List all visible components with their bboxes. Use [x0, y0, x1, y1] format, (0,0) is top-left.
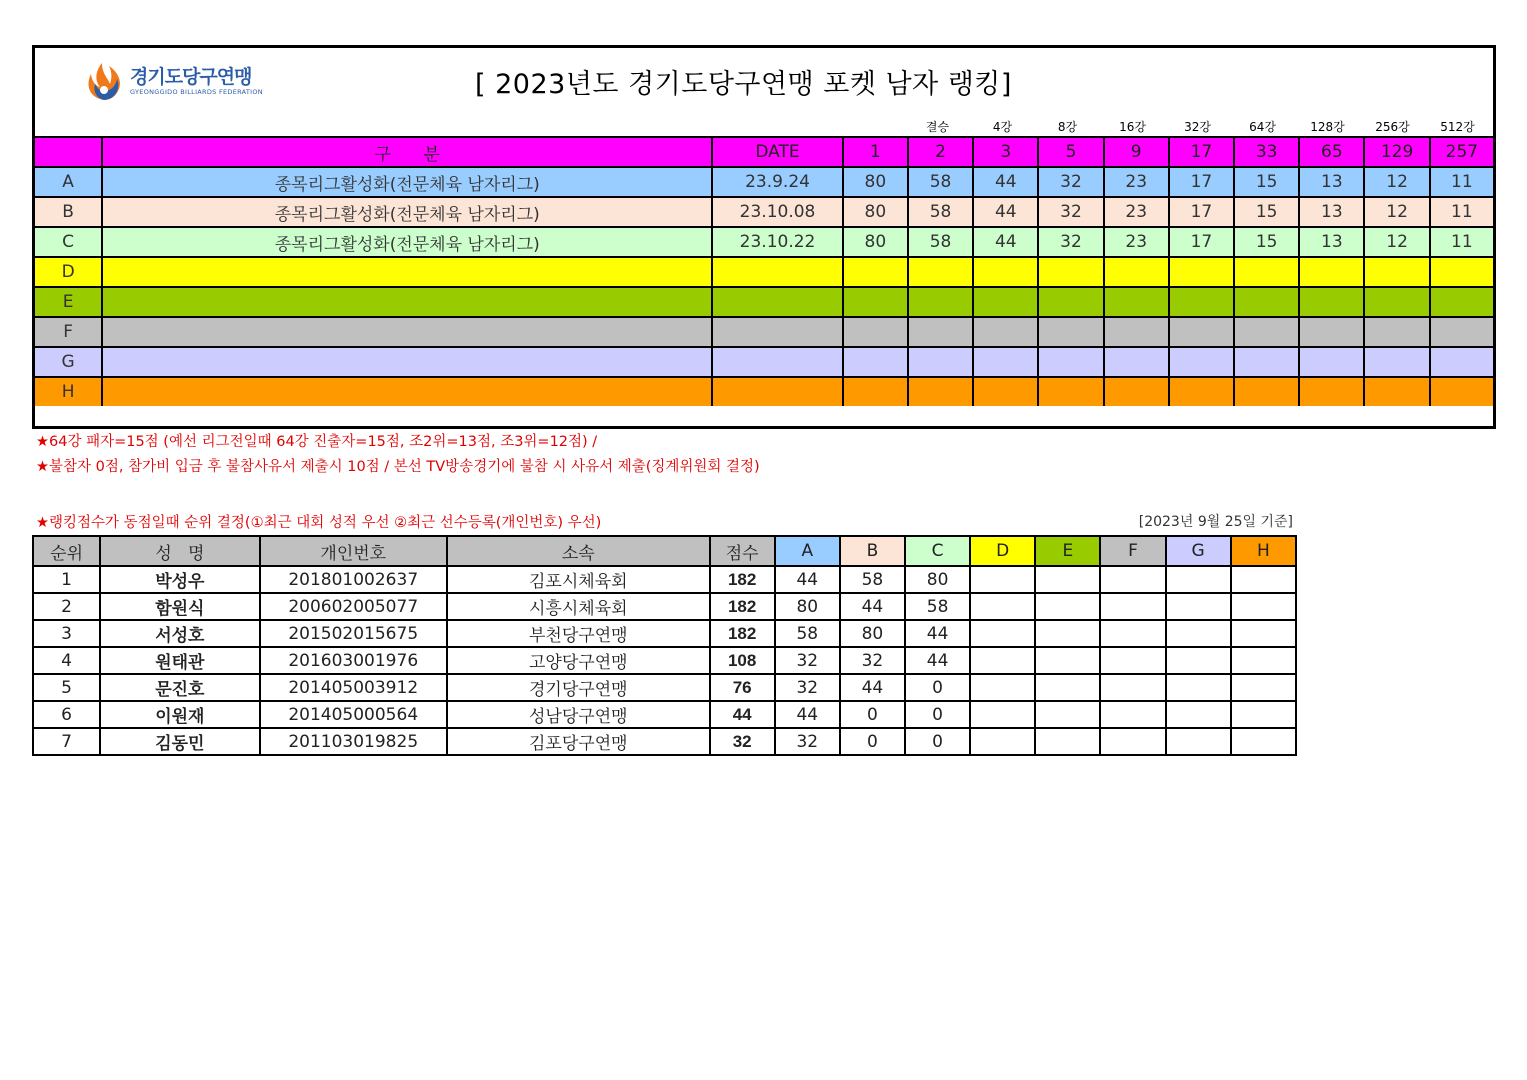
total-score-cell: 182	[710, 593, 775, 620]
total-score-cell: 44	[710, 701, 775, 728]
event-points-cell	[1430, 287, 1493, 317]
event-points-cell: 13	[1299, 197, 1364, 227]
points-row	[35, 347, 1493, 377]
player-name-cell: 이원재	[100, 701, 259, 728]
header-place-cell: 2	[908, 137, 973, 167]
event-code-cell: E	[35, 287, 102, 317]
event-score-cell	[1166, 701, 1231, 728]
event-score-cell: 44	[905, 620, 970, 647]
event-points-cell: 17	[1169, 197, 1234, 227]
event-score-cell	[1100, 620, 1165, 647]
event-date-cell: 23.9.24	[712, 167, 842, 197]
event-score-cell	[1166, 620, 1231, 647]
event-points-cell	[1299, 377, 1364, 406]
rank-cell: 1	[33, 566, 100, 593]
player-name-cell: 서성호	[100, 620, 259, 647]
event-score-cell: 44	[775, 566, 840, 593]
event-points-cell	[1169, 317, 1234, 347]
event-score-cell	[1035, 647, 1100, 674]
logo-name-en: GYEONGGIDO BILLIARDS FEDERATION	[130, 88, 263, 96]
event-category-cell	[102, 347, 712, 377]
event-points-cell	[1169, 347, 1234, 377]
event-score-cell	[1035, 674, 1100, 701]
rank-cell: 4	[33, 647, 100, 674]
event-points-cell	[1364, 287, 1429, 317]
event-points-cell: 80	[843, 197, 908, 227]
points-panel	[32, 45, 1496, 429]
player-name-cell: 박성우	[100, 566, 259, 593]
points-row	[35, 227, 1493, 257]
event-score-cell	[1100, 647, 1165, 674]
event-category-cell: 종목리그활성화(전문체육 남자리그)	[102, 197, 712, 227]
header-club-cell: 소속	[447, 536, 710, 566]
rank-cell: 5	[33, 674, 100, 701]
event-code-cell: G	[35, 347, 102, 377]
event-points-cell	[908, 377, 973, 406]
player-name-cell: 원태관	[100, 647, 259, 674]
header-place-cell: 129	[1364, 137, 1429, 167]
points-row	[35, 317, 1493, 347]
round-label: 8강	[1057, 120, 1078, 134]
header-place-cell: 257	[1430, 137, 1493, 167]
event-points-cell: 44	[973, 167, 1038, 197]
event-score-cell	[1035, 566, 1100, 593]
header-event-cell: C	[905, 536, 970, 566]
player-name-cell: 김동민	[100, 728, 259, 755]
event-points-cell: 13	[1299, 167, 1364, 197]
event-score-cell: 32	[775, 728, 840, 755]
header-event-cell: H	[1231, 536, 1296, 566]
round-label: 256강	[1375, 120, 1410, 134]
event-code-cell: F	[35, 317, 102, 347]
event-points-cell	[843, 257, 908, 287]
player-club-cell: 성남당구연맹	[447, 701, 710, 728]
points-row	[35, 197, 1493, 227]
page-title: [ 2023년도 경기도당구연맹 포켓 남자 랭킹]	[475, 69, 1012, 100]
note-absence-points: ★불참자 0점, 참가비 입금 후 불참사유서 제출시 10점 / 본선 TV방송경기에 불참 시 사유서 제출(징계위원회 결정)	[36, 459, 760, 475]
event-score-cell	[970, 593, 1035, 620]
player-club-cell: 부천당구연맹	[447, 620, 710, 647]
event-score-cell: 32	[840, 647, 905, 674]
event-score-cell	[1231, 701, 1296, 728]
ranking-row	[33, 620, 1296, 647]
event-points-cell	[1104, 317, 1169, 347]
event-points-cell	[1104, 377, 1169, 406]
event-score-cell: 0	[905, 701, 970, 728]
event-category-cell	[102, 317, 712, 347]
event-score-cell	[1166, 728, 1231, 755]
event-points-cell: 80	[843, 227, 908, 257]
event-points-cell	[1364, 317, 1429, 347]
event-score-cell	[1166, 674, 1231, 701]
ranking-row	[33, 566, 1296, 593]
event-score-cell: 44	[775, 701, 840, 728]
event-points-cell	[973, 287, 1038, 317]
event-points-cell: 15	[1234, 167, 1299, 197]
total-score-cell: 182	[710, 620, 775, 647]
player-id-cell: 201405000564	[260, 701, 447, 728]
header-score-cell: 점수	[710, 536, 775, 566]
event-points-cell: 15	[1234, 227, 1299, 257]
event-points-cell	[1104, 347, 1169, 377]
event-score-cell	[1231, 593, 1296, 620]
event-code-cell: H	[35, 377, 102, 406]
event-score-cell	[1100, 674, 1165, 701]
event-score-cell	[1100, 701, 1165, 728]
event-points-cell: 32	[1038, 167, 1103, 197]
event-score-cell	[1035, 701, 1100, 728]
event-date-cell: 23.10.08	[712, 197, 842, 227]
event-points-cell: 17	[1169, 227, 1234, 257]
event-points-cell	[1364, 347, 1429, 377]
event-points-cell	[1364, 257, 1429, 287]
event-score-cell	[970, 620, 1035, 647]
event-score-cell: 32	[775, 647, 840, 674]
event-score-cell: 0	[840, 728, 905, 755]
event-points-cell	[1299, 257, 1364, 287]
event-points-cell	[1038, 377, 1103, 406]
event-code-cell: C	[35, 227, 102, 257]
event-score-cell: 80	[840, 620, 905, 647]
event-points-cell: 32	[1038, 227, 1103, 257]
event-points-cell	[1038, 347, 1103, 377]
event-category-cell	[102, 257, 712, 287]
event-score-cell	[1100, 593, 1165, 620]
event-code-cell: B	[35, 197, 102, 227]
event-points-cell	[1234, 347, 1299, 377]
event-category-cell: 종목리그활성화(전문체육 남자리그)	[102, 167, 712, 197]
event-points-cell	[1104, 287, 1169, 317]
event-score-cell: 44	[905, 647, 970, 674]
event-score-cell	[1100, 566, 1165, 593]
rank-cell: 7	[33, 728, 100, 755]
ranking-header-row	[33, 536, 1296, 566]
event-points-cell	[973, 317, 1038, 347]
player-id-cell: 200602005077	[260, 593, 447, 620]
event-points-cell	[1104, 257, 1169, 287]
points-row	[35, 257, 1493, 287]
points-row	[35, 377, 1493, 406]
rank-cell: 3	[33, 620, 100, 647]
event-points-cell: 12	[1364, 197, 1429, 227]
event-points-cell	[1430, 317, 1493, 347]
event-score-cell: 0	[840, 701, 905, 728]
header-place-cell: 17	[1169, 137, 1234, 167]
event-points-cell: 15	[1234, 197, 1299, 227]
note-tiebreak-rule: ★랭킹점수가 동점일때 순위 결정(①최근 대회 성적 우선 ②최근 선수등록(개인번호) 우선)	[36, 515, 602, 531]
header-code-cell	[35, 137, 102, 167]
event-score-cell: 58	[775, 620, 840, 647]
event-score-cell	[1166, 566, 1231, 593]
logo-name-kr: 경기도당구연맹	[130, 66, 252, 88]
header-event-cell: D	[970, 536, 1035, 566]
event-points-cell	[843, 287, 908, 317]
event-points-cell	[1234, 287, 1299, 317]
header-place-cell: 1	[843, 137, 908, 167]
points-row	[35, 287, 1493, 317]
event-points-cell	[1430, 377, 1493, 406]
event-points-cell: 17	[1169, 167, 1234, 197]
event-points-cell	[908, 287, 973, 317]
event-points-cell	[1234, 257, 1299, 287]
event-score-cell	[1231, 647, 1296, 674]
event-score-cell: 0	[905, 674, 970, 701]
header-place-cell: 33	[1234, 137, 1299, 167]
event-points-cell: 11	[1430, 227, 1493, 257]
event-points-cell	[1169, 377, 1234, 406]
player-club-cell: 김포시체육회	[447, 566, 710, 593]
header-place-cell: 9	[1104, 137, 1169, 167]
event-points-cell	[908, 257, 973, 287]
event-points-cell	[1169, 287, 1234, 317]
event-points-cell	[1234, 317, 1299, 347]
event-score-cell: 80	[905, 566, 970, 593]
event-category-cell	[102, 377, 712, 406]
header-name-cell: 성 명	[100, 536, 259, 566]
player-name-cell: 문진호	[100, 674, 259, 701]
round-label: 512강	[1440, 120, 1475, 134]
event-points-cell	[1299, 317, 1364, 347]
event-points-cell: 13	[1299, 227, 1364, 257]
round-label: 32강	[1184, 120, 1211, 134]
federation-logo	[82, 60, 263, 102]
ranking-row	[33, 728, 1296, 755]
event-points-cell	[1038, 287, 1103, 317]
event-date-cell	[712, 317, 842, 347]
event-score-cell	[1231, 620, 1296, 647]
event-score-cell	[970, 566, 1035, 593]
header-place-cell: 3	[973, 137, 1038, 167]
header-date-cell: DATE	[712, 137, 842, 167]
header-event-cell: E	[1035, 536, 1100, 566]
event-category-cell	[102, 287, 712, 317]
total-score-cell: 32	[710, 728, 775, 755]
round-label: 결승	[925, 120, 950, 134]
header-rank-cell: 순위	[33, 536, 100, 566]
event-date-cell	[712, 257, 842, 287]
points-table	[35, 136, 1493, 406]
event-score-cell	[1166, 647, 1231, 674]
header-event-cell: B	[840, 536, 905, 566]
player-club-cell: 시흥시체육회	[447, 593, 710, 620]
event-score-cell: 80	[775, 593, 840, 620]
event-date-cell	[712, 287, 842, 317]
event-score-cell	[1100, 728, 1165, 755]
total-score-cell: 108	[710, 647, 775, 674]
event-points-cell: 58	[908, 197, 973, 227]
event-score-cell: 58	[905, 593, 970, 620]
event-date-cell	[712, 347, 842, 377]
rank-cell: 2	[33, 593, 100, 620]
event-points-cell	[908, 317, 973, 347]
event-score-cell: 58	[840, 566, 905, 593]
ranking-row	[33, 593, 1296, 620]
event-points-cell: 58	[908, 167, 973, 197]
event-points-cell: 44	[973, 227, 1038, 257]
total-score-cell: 76	[710, 674, 775, 701]
event-points-cell	[843, 377, 908, 406]
round-label: 64강	[1249, 120, 1276, 134]
ranking-table	[32, 535, 1297, 756]
event-score-cell	[1231, 674, 1296, 701]
event-code-cell: D	[35, 257, 102, 287]
event-points-cell: 32	[1038, 197, 1103, 227]
event-points-cell	[1234, 377, 1299, 406]
player-id-cell: 201603001976	[260, 647, 447, 674]
event-category-cell: 종목리그활성화(전문체육 남자리그)	[102, 227, 712, 257]
player-club-cell: 경기당구연맹	[447, 674, 710, 701]
event-points-cell	[908, 347, 973, 377]
event-points-cell: 23	[1104, 227, 1169, 257]
header-place-cell: 5	[1038, 137, 1103, 167]
event-score-cell	[1035, 620, 1100, 647]
event-code-cell: A	[35, 167, 102, 197]
header-category-cell: 구 분	[102, 137, 712, 167]
player-id-cell: 201405003912	[260, 674, 447, 701]
round-label: 4강	[992, 120, 1013, 134]
event-points-cell: 44	[973, 197, 1038, 227]
player-club-cell: 고양당구연맹	[447, 647, 710, 674]
event-points-cell: 11	[1430, 197, 1493, 227]
event-points-cell	[973, 377, 1038, 406]
header-event-cell: F	[1100, 536, 1165, 566]
event-points-cell	[1299, 287, 1364, 317]
event-score-cell	[1035, 728, 1100, 755]
player-id-cell: 201103019825	[260, 728, 447, 755]
player-id-cell: 201801002637	[260, 566, 447, 593]
event-points-cell	[1038, 257, 1103, 287]
event-score-cell	[970, 701, 1035, 728]
header-id-cell: 개인번호	[260, 536, 447, 566]
header-event-cell: A	[775, 536, 840, 566]
event-score-cell: 32	[775, 674, 840, 701]
header-place-cell: 65	[1299, 137, 1364, 167]
event-score-cell	[970, 647, 1035, 674]
points-header-row	[35, 137, 1493, 167]
event-score-cell	[1231, 728, 1296, 755]
event-points-cell	[1430, 257, 1493, 287]
event-points-cell	[1430, 347, 1493, 377]
event-score-cell: 44	[840, 674, 905, 701]
event-points-cell	[843, 317, 908, 347]
ranking-row	[33, 674, 1296, 701]
event-points-cell: 12	[1364, 167, 1429, 197]
event-score-cell	[1166, 593, 1231, 620]
event-score-cell	[1231, 566, 1296, 593]
ranking-row	[33, 647, 1296, 674]
flame-logo-icon	[82, 60, 126, 102]
event-date-cell: 23.10.22	[712, 227, 842, 257]
player-id-cell: 201502015675	[260, 620, 447, 647]
total-score-cell: 182	[710, 566, 775, 593]
header-event-cell: G	[1166, 536, 1231, 566]
event-points-cell: 12	[1364, 227, 1429, 257]
event-points-cell	[1364, 377, 1429, 406]
player-club-cell: 김포당구연맹	[447, 728, 710, 755]
note-64-loser-points: ★64강 패자=15점 (예선 리그전일때 64강 진출자=15점, 조2위=13점, 조3위=12점) /	[36, 434, 598, 450]
event-points-cell: 23	[1104, 197, 1169, 227]
event-date-cell	[712, 377, 842, 406]
event-points-cell: 11	[1430, 167, 1493, 197]
event-points-cell	[1038, 317, 1103, 347]
event-points-cell	[1299, 347, 1364, 377]
round-label: 128강	[1310, 120, 1345, 134]
event-points-cell: 23	[1104, 167, 1169, 197]
event-score-cell: 44	[840, 593, 905, 620]
event-points-cell	[1169, 257, 1234, 287]
ranking-row	[33, 701, 1296, 728]
player-name-cell: 함원식	[100, 593, 259, 620]
event-points-cell	[973, 347, 1038, 377]
event-score-cell	[1035, 593, 1100, 620]
event-points-cell	[843, 347, 908, 377]
points-row	[35, 167, 1493, 197]
round-label: 16강	[1119, 120, 1146, 134]
as-of-date: [2023년 9월 25일 기준]	[1138, 514, 1293, 530]
event-score-cell: 0	[905, 728, 970, 755]
event-points-cell	[973, 257, 1038, 287]
event-score-cell	[970, 674, 1035, 701]
event-score-cell	[970, 728, 1035, 755]
rank-cell: 6	[33, 701, 100, 728]
event-points-cell: 58	[908, 227, 973, 257]
event-points-cell: 80	[843, 167, 908, 197]
